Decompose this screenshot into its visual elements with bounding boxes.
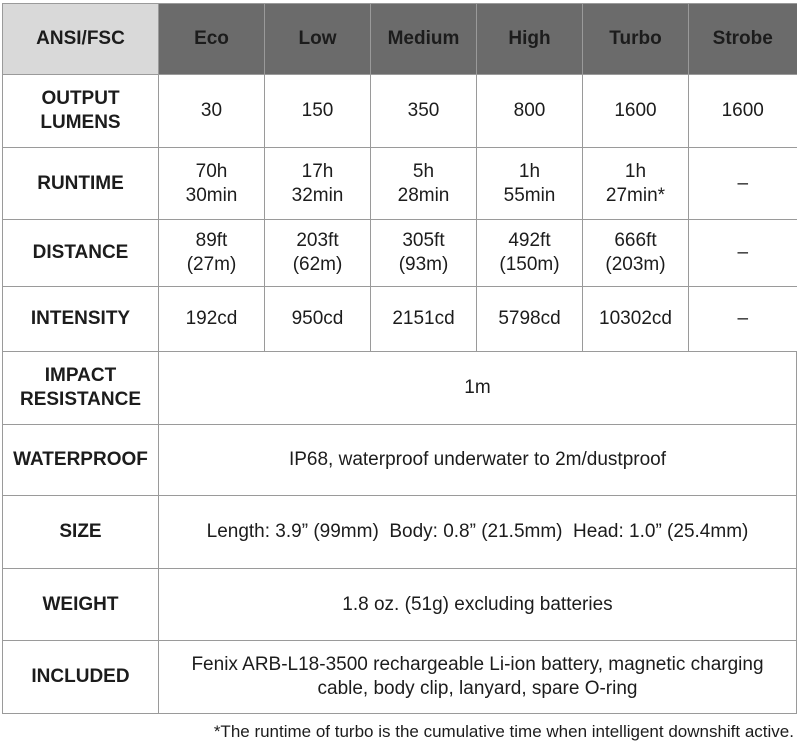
runtime-medium-hours: 5h: [412, 160, 435, 182]
weight-value: 1.8 oz. (51g) excluding batteries: [159, 569, 797, 641]
distance-medium-feet: 305ft: [402, 230, 445, 251]
output-eco: 30: [159, 75, 265, 148]
distance-medium: [371, 220, 477, 287]
included-row: [3, 641, 797, 714]
header-label: ANSI/FSC: [3, 4, 159, 75]
size-label: SIZE: [3, 496, 159, 569]
runtime-high: [477, 148, 583, 220]
waterproof-label: WATERPROOF: [3, 425, 159, 496]
runtime-medium-minutes: 28min: [397, 184, 450, 206]
waterproof-value: IP68, waterproof underwater to 2m/dustproof: [159, 425, 797, 496]
distance-high-feet: 492ft: [508, 230, 551, 251]
output-strobe: 1600: [689, 75, 797, 148]
distance-low: [265, 220, 371, 287]
header-row: [3, 4, 797, 75]
size-value: Length: 3.9” (99mm) Body: 0.8” (21.5mm) Head: 1.0” (25.4mm): [159, 496, 797, 569]
impact-label: [3, 352, 159, 425]
intensity-strobe: –: [689, 287, 797, 352]
included-value-line-1: Fenix ARB-L18-3500 rechargeable Li-ion battery, magnetic charging: [191, 654, 764, 675]
output-high: 800: [477, 75, 583, 148]
distance-eco: [159, 220, 265, 287]
runtime-high-hours: 1h: [518, 160, 541, 182]
distance-low-meters: (62m): [292, 254, 343, 275]
runtime-strobe: –: [689, 148, 797, 220]
output-label-line-2: LUMENS: [40, 112, 121, 133]
mode-header-eco: Eco: [159, 4, 265, 75]
mode-header-medium: Medium: [371, 4, 477, 75]
runtime-turbo-hours: 1h: [624, 160, 647, 182]
distance-low-feet: 203ft: [296, 230, 339, 251]
runtime-low-hours: 17h: [301, 160, 334, 182]
runtime-eco: [159, 148, 265, 220]
included-value: [159, 641, 797, 714]
intensity-medium: 2151cd: [371, 287, 477, 352]
output-turbo: 1600: [583, 75, 689, 148]
impact-value: 1m: [159, 352, 797, 425]
runtime-high-minutes: 55min: [503, 184, 556, 206]
mode-header-low: Low: [265, 4, 371, 75]
runtime-low: [265, 148, 371, 220]
included-label: INCLUDED: [3, 641, 159, 714]
mode-header-high: High: [477, 4, 583, 75]
spec-table: [2, 3, 797, 714]
intensity-row: [3, 287, 797, 352]
weight-label: WEIGHT: [3, 569, 159, 641]
intensity-high: 5798cd: [477, 287, 583, 352]
intensity-turbo: 10302cd: [583, 287, 689, 352]
distance-turbo-feet: 666ft: [614, 230, 657, 251]
runtime-medium: [371, 148, 477, 220]
output-label: [3, 75, 159, 148]
runtime-row: [3, 148, 797, 220]
runtime-eco-minutes: 30min: [185, 184, 238, 206]
intensity-label: INTENSITY: [3, 287, 159, 352]
impact-label-line-1: IMPACT: [44, 365, 117, 386]
runtime-turbo-minutes: 27min*: [605, 184, 666, 206]
distance-high: [477, 220, 583, 287]
distance-eco-meters: (27m): [186, 254, 237, 275]
distance-turbo-meters: (203m): [605, 254, 666, 275]
waterproof-row: [3, 425, 797, 496]
weight-row: [3, 569, 797, 641]
distance-row: [3, 220, 797, 287]
output-row: [3, 75, 797, 148]
output-low: 150: [265, 75, 371, 148]
mode-header-strobe: Strobe: [689, 4, 797, 75]
mode-header-turbo: Turbo: [583, 4, 689, 75]
distance-turbo: [583, 220, 689, 287]
runtime-turbo: [583, 148, 689, 220]
distance-high-meters: (150m): [499, 254, 560, 275]
distance-medium-meters: (93m): [398, 254, 449, 275]
included-value-line-2: cable, body clip, lanyard, spare O-ring: [317, 678, 638, 699]
runtime-eco-hours: 70h: [195, 160, 228, 182]
runtime-label: RUNTIME: [3, 148, 159, 220]
distance-strobe: –: [689, 220, 797, 287]
distance-eco-feet: 89ft: [195, 230, 228, 251]
impact-row: [3, 352, 797, 425]
impact-label-line-2: RESISTANCE: [19, 389, 142, 410]
distance-label: DISTANCE: [3, 220, 159, 287]
turbo-runtime-footnote: *The runtime of turbo is the cumulative time when intelligent downshift active.: [213, 722, 794, 741]
runtime-low-minutes: 32min: [291, 184, 344, 206]
size-row: [3, 496, 797, 569]
output-medium: 350: [371, 75, 477, 148]
intensity-eco: 192cd: [159, 287, 265, 352]
output-label-line-1: OUTPUT: [41, 88, 120, 109]
intensity-low: 950cd: [265, 287, 371, 352]
